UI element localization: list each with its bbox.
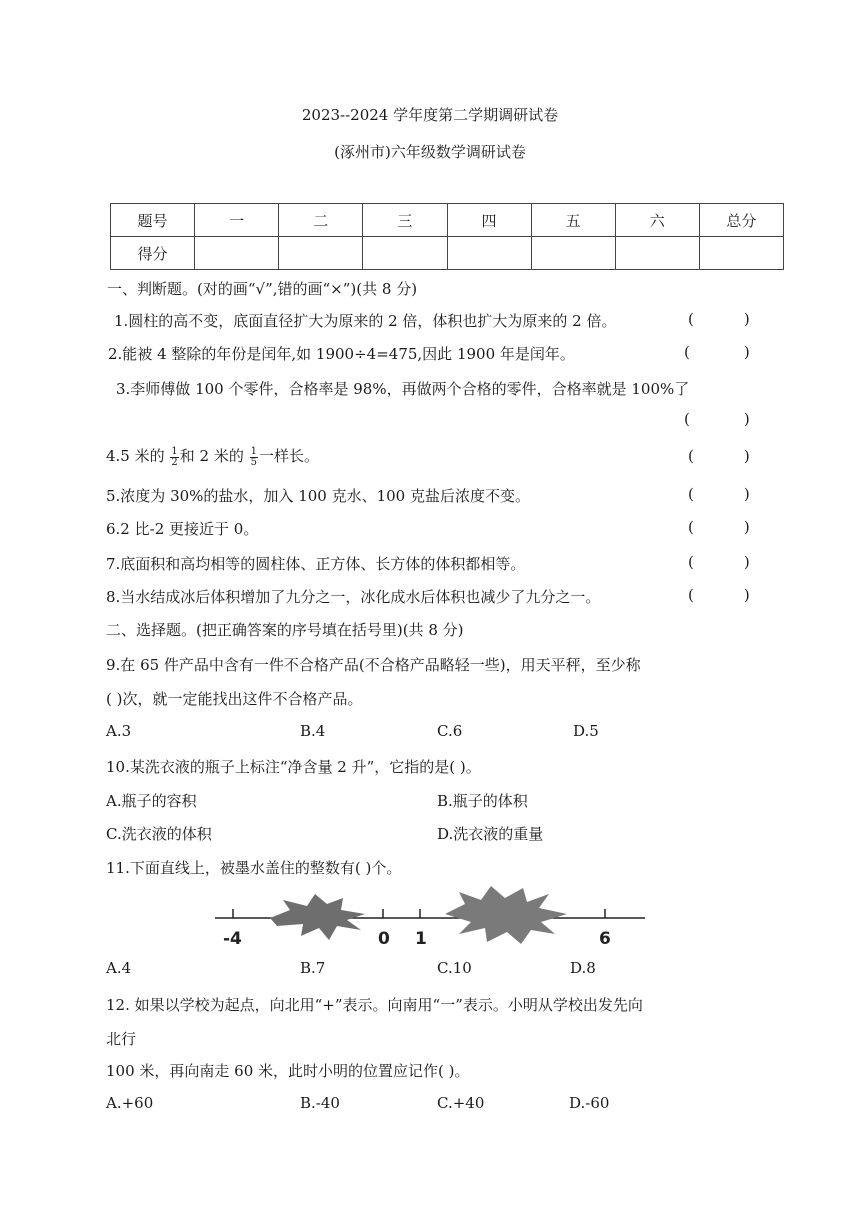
section2-heading: 二、选择题。(把正确答案的序号填在括号里)(共 8 分) [106, 621, 464, 639]
choice-question-12-line3: 100 米，再向南走 60 米，此时小明的位置应记作( )。 [106, 1062, 470, 1080]
q9-option-d[interactable]: D.5 [573, 722, 599, 740]
answer-blank-q8[interactable]: ( ) [688, 586, 750, 604]
answer-blank-q5[interactable]: ( ) [688, 485, 750, 503]
q4-text-b: 和 2 米的 [179, 447, 244, 465]
judge-question-5: 5.浓度为 30%的盐水，加入 100 克水、100 克盐后浓度不变。 [106, 487, 530, 505]
score-header-cell: 一 [195, 204, 279, 237]
ink-blot-left [270, 894, 365, 940]
q11-option-a[interactable]: A.4 [106, 959, 132, 977]
q10-option-a[interactable]: A.瓶子的容积 [106, 792, 197, 810]
choice-question-12-line2: 北行 [106, 1030, 137, 1048]
score-header-cell: 四 [447, 204, 531, 237]
q9-option-a[interactable]: A.3 [106, 722, 132, 740]
q12-option-c[interactable]: C.+40 [437, 1094, 485, 1112]
score-header-cell: 六 [615, 204, 699, 237]
exam-title: 2023--2024 学年度第二学期调研试卷 [301, 106, 559, 124]
judge-question-7: 7.底面积和高均相等的圆柱体、正方体、长方体的体积都相等。 [106, 555, 526, 573]
q9-option-b[interactable]: B.4 [300, 722, 326, 740]
choice-question-10: 10.某洗衣液的瓶子上标注“净含量 2 升”，它指的是( )。 [106, 758, 481, 776]
judge-question-3: 3.李师傅做 100 个零件，合格率是 98%，再做两个合格的零件，合格率就是 100%了 [116, 380, 690, 398]
q4-text-c: 一样长。 [259, 447, 320, 465]
score-table [110, 203, 784, 270]
q11-option-b[interactable]: B.7 [300, 959, 326, 977]
score-cell[interactable] [279, 237, 363, 270]
judge-question-2: 2.能被 4 整除的年份是闰年,如 1900÷4=475,因此 1900 年是闰年。 [108, 345, 575, 363]
score-cell[interactable] [195, 237, 279, 270]
judge-question-1: 1.圆柱的高不变，底面直径扩大为原来的 2 倍，体积也扩大为原来的 2 倍。 [114, 312, 617, 330]
q11-option-d[interactable]: D.8 [570, 959, 596, 977]
q12-option-d[interactable]: D.-60 [569, 1094, 610, 1112]
exam-subtitle: (涿州市)六年级数学调研试卷 [334, 143, 526, 161]
tick-label: 1 [415, 929, 427, 949]
q12-option-a[interactable]: A.+60 [106, 1094, 154, 1112]
q10-option-c[interactable]: C.洗衣液的体积 [106, 825, 212, 843]
score-table-score-row [111, 237, 784, 270]
score-table-header-row [111, 204, 784, 237]
q10-option-d[interactable]: D.洗衣液的重量 [437, 825, 544, 843]
answer-blank-q4[interactable]: ( ) [688, 447, 750, 465]
q10-option-b[interactable]: B.瓶子的体积 [437, 792, 528, 810]
ink-blot-right [445, 886, 567, 944]
choice-question-11: 11.下面直线上，被墨水盖住的整数有( )个。 [106, 859, 402, 877]
score-header-cell: 五 [531, 204, 615, 237]
number-line-figure [215, 884, 655, 950]
section1-heading: 一、判断题。(对的画“√”,错的画“×”)(共 8 分) [107, 280, 418, 298]
score-header-cell: 二 [279, 204, 363, 237]
fraction-one-half: $\frac{1}{2}$ [171, 445, 178, 468]
answer-blank-q2[interactable]: ( ) [684, 343, 750, 361]
score-row-label: 得分 [111, 237, 195, 270]
answer-blank-q6[interactable]: ( ) [688, 518, 750, 536]
judge-question-8: 8.当水结成冰后体积增加了九分之一，冰化成水后体积也减少了九分之一。 [106, 588, 601, 606]
judge-question-6: 6.2 比-2 更接近于 0。 [106, 520, 259, 538]
score-cell[interactable] [699, 237, 783, 270]
tick-label: -4 [223, 929, 242, 949]
score-cell[interactable] [363, 237, 447, 270]
q9-option-c[interactable]: C.6 [437, 722, 463, 740]
q4-text-a: 4.5 米的 [106, 447, 165, 465]
score-cell[interactable] [615, 237, 699, 270]
score-cell[interactable] [531, 237, 615, 270]
q11-option-c[interactable]: C.10 [437, 959, 472, 977]
tick-label: 6 [599, 929, 611, 949]
score-header-cell: 题号 [111, 204, 195, 237]
choice-question-9-line1: 9.在 65 件产品中含有一件不合格产品(不合格产品略轻一些)，用天平秤，至少称 [106, 656, 641, 674]
fraction-one-fifth: $\frac{1}{5}$ [250, 445, 258, 468]
answer-blank-q7[interactable]: ( ) [688, 553, 750, 571]
score-cell[interactable] [447, 237, 531, 270]
choice-question-9-line2: ( )次，就一定能找出这件不合格产品。 [106, 690, 363, 708]
choice-question-12-line1: 12. 如果以学校为起点，向北用“+”表示。向南用“一”表示。小明从学校出发先向 [106, 996, 643, 1014]
answer-blank-q1[interactable]: ( ) [688, 310, 750, 328]
answer-blank-q3[interactable]: ( ) [684, 410, 750, 428]
q12-option-b[interactable]: B.-40 [300, 1094, 340, 1112]
score-header-cell: 三 [363, 204, 447, 237]
judge-question-4 [106, 445, 319, 468]
score-header-cell: 总分 [699, 204, 783, 237]
tick-label: 0 [378, 929, 390, 949]
